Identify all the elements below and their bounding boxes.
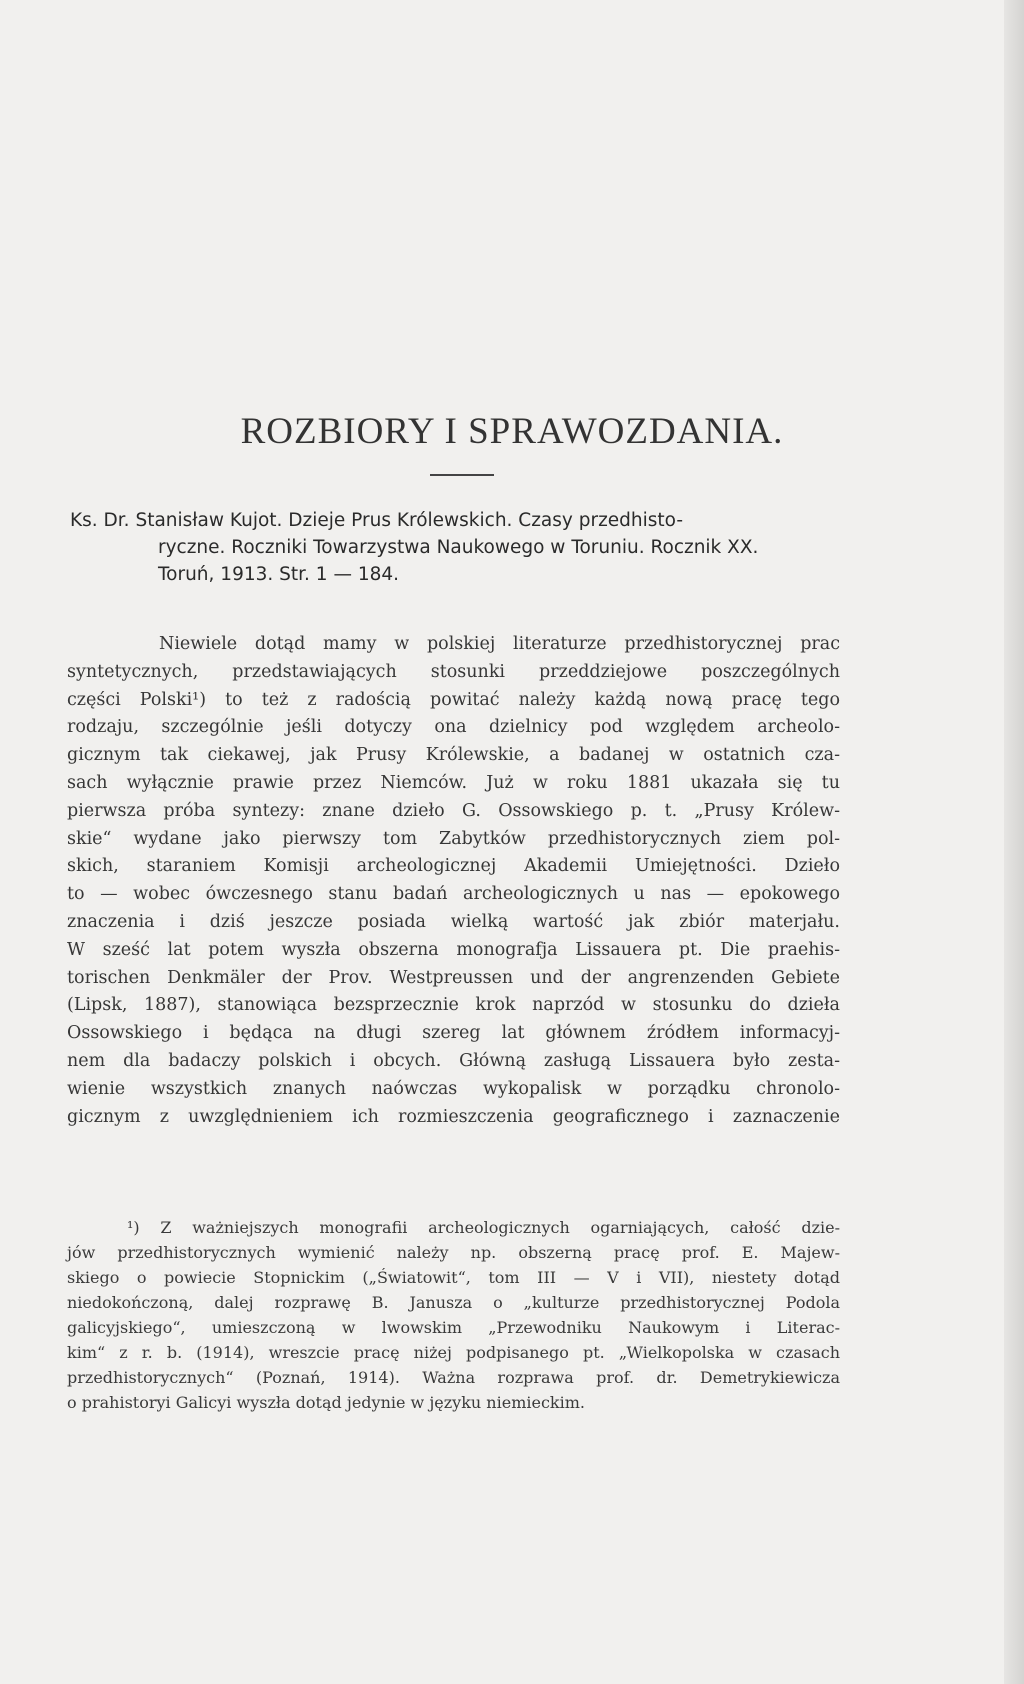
body-line: (Lipsk, 1887), stanowiąca bezsprzecznie krok naprzód w stosunku do dzieła (67, 995, 840, 1016)
body-line: rodzaju, szczególnie jeśli dotyczy ona dzielnicy pod względem archeolo- (67, 717, 840, 738)
page-edge (1004, 0, 1024, 1684)
footnote-line: jów przedhistorycznych wymienić należy np. obszerną pracę prof. E. Majew- (67, 1243, 840, 1262)
body-line: pierwsza próba syntezy: znane dzieło G. Ossowskiego p. t. „Prusy Królew- (67, 800, 840, 821)
body-line: części Polski¹) to też z radością powitać należy każdą nową pracę tego (67, 689, 840, 710)
body-line: gicznym z uwzględnieniem ich rozmieszczenia geograficznego i zaznaczenie (67, 1106, 840, 1127)
body-line: Niewiele dotąd mamy w polskiej literaturze przedhistorycznej prac (159, 634, 840, 654)
body-line: skie“ wydane jako pierwszy tom Zabytków przedhistorycznych ziem pol- (67, 828, 840, 849)
footnote-line: skiego o powiecie Stopnickim („Światowit“, tom III — V i VII), niestety dotąd (67, 1268, 840, 1287)
heading-divider (430, 474, 494, 476)
body-line: znaczenia i dziś jeszcze posiada wielką wartość jak zbiór materjału. (67, 911, 840, 932)
section-heading: ROZBIORY I SPRAWOZDANIA. (240, 411, 784, 452)
body-line: skich, staraniem Komisji archeologicznej Akademii Umiejętności. Dzieło (67, 856, 840, 877)
footnote-line: przedhistorycznych“ (Poznań, 1914). Ważna rozprawa prof. dr. Demetrykiewicza (67, 1368, 840, 1387)
citation-line: ryczne. Roczniki Towarzystwa Naukowego w Toruniu. Rocznik XX. (158, 537, 759, 558)
body-line: wienie wszystkich znanych naówczas wykopalisk w porządku chronolo- (67, 1078, 840, 1099)
body-line: gicznym tak ciekawej, jak Prusy Królewskie, a badanej w ostatnich cza- (67, 745, 840, 766)
body-line: nem dla badaczy polskich i obcych. Główną zasługą Lissauera było zesta- (67, 1050, 840, 1071)
footnote-line: galicyjskiego“, umieszczoną w lwowskim „Przewodniku Naukowym i Literac- (67, 1318, 840, 1337)
body-line: sach wyłącznie prawie przez Niemców. Już w roku 1881 ukazała się tu (67, 772, 840, 793)
body-line: W sześć lat potem wyszła obszerna monografja Lissauera pt. Die praehis- (67, 939, 840, 960)
body-line: syntetycznych, przedstawiających stosunki przeddziejowe poszczególnych (67, 661, 840, 682)
review-body (67, 631, 840, 1131)
body-line: to — wobec ówczesnego stanu badań archeologicznych u nas — epokowego (67, 884, 840, 905)
footnote (67, 1215, 840, 1415)
body-line: torischen Denkmäler der Prov. Westpreussen und der angrenzenden Gebiete (67, 967, 840, 988)
footnote-line: niedokończoną, dalej rozprawę B. Janusza o „kulturze przedhistorycznej Podola (67, 1293, 840, 1312)
citation-line: Ks. Dr. Stanisław Kujot. Dzieje Prus Królewskich. Czasy przedhisto- (70, 510, 684, 531)
footnote-line: o prahistoryi Galicyi wyszła dotąd jedynie w języku niemieckim. (67, 1393, 585, 1412)
body-line: Ossowskiego i będąca na długi szereg lat głównem źródłem informacyj- (67, 1023, 840, 1044)
footnote-line: kim“ z r. b. (1914), wreszcie pracę niżej podpisanego pt. „Wielkopolska w czasach (67, 1343, 840, 1362)
citation-line: Toruń, 1913. Str. 1 — 184. (158, 564, 400, 585)
footnote-line: ¹) Z ważniejszych monografii archeologicznych ogarniających, całość dzie- (127, 1218, 840, 1237)
book-citation (70, 507, 840, 588)
